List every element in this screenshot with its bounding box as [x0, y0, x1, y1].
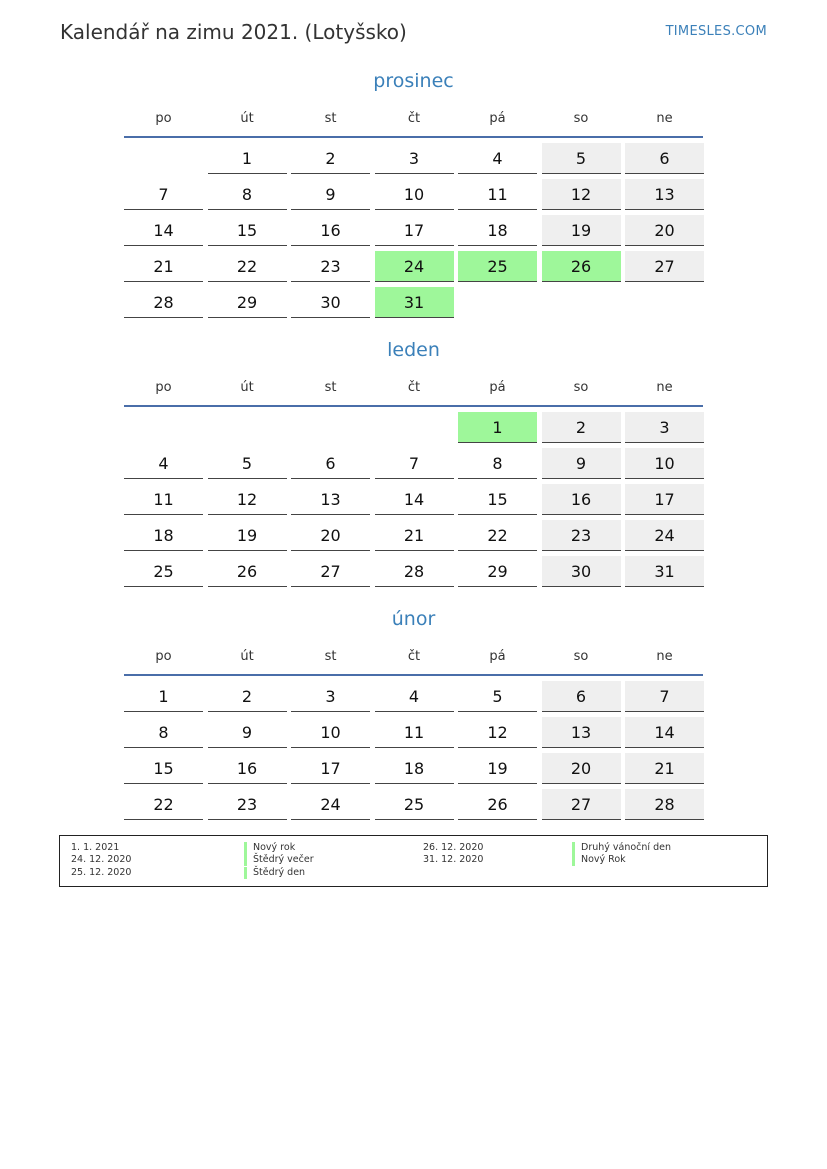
holiday-legend: [59, 835, 768, 887]
legend-date: 24. 12. 2020: [71, 854, 132, 865]
day-cell[interactable]: 24: [291, 789, 370, 820]
day-cell[interactable]: 17: [625, 484, 704, 515]
day-cell[interactable]: 23: [542, 520, 621, 551]
day-cell[interactable]: 28: [375, 556, 454, 587]
day-cell[interactable]: 28: [625, 789, 704, 820]
month-name: leden: [387, 339, 440, 361]
weekday-label: pá: [489, 111, 506, 126]
day-cell[interactable]: 11: [458, 179, 537, 210]
day-cell[interactable]: 30: [291, 287, 370, 318]
day-cell[interactable]: 5: [208, 448, 287, 479]
weekday-label: po: [155, 380, 172, 395]
day-cell[interactable]: 12: [208, 484, 287, 515]
legend-date: 1. 1. 2021: [71, 842, 120, 853]
day-cell[interactable]: 3: [291, 681, 370, 712]
day-cell[interactable]: 11: [124, 484, 203, 515]
day-cell[interactable]: 26: [458, 789, 537, 820]
day-cell[interactable]: 31: [375, 287, 454, 318]
day-cell[interactable]: 13: [625, 179, 704, 210]
day-cell[interactable]: 27: [291, 556, 370, 587]
day-cell[interactable]: 24: [625, 520, 704, 551]
page-title: Kalendář na zimu 2021. (Lotyšsko): [60, 20, 407, 44]
weekday-header: [124, 649, 703, 669]
day-cell[interactable]: 6: [625, 143, 704, 174]
day-cell[interactable]: 15: [458, 484, 537, 515]
day-cell[interactable]: 5: [458, 681, 537, 712]
weekday-label: po: [155, 111, 172, 126]
day-cell[interactable]: 6: [291, 448, 370, 479]
day-cell[interactable]: 23: [291, 251, 370, 282]
day-cell[interactable]: 26: [208, 556, 287, 587]
month-name: prosinec: [373, 70, 454, 92]
day-cell[interactable]: 18: [375, 753, 454, 784]
day-cell[interactable]: 24: [375, 251, 454, 282]
day-cell[interactable]: 4: [124, 448, 203, 479]
legend-holiday-name: Nový rok: [244, 842, 295, 854]
legend-date: 25. 12. 2020: [71, 867, 132, 878]
day-cell[interactable]: 15: [124, 753, 203, 784]
weekday-label: pá: [489, 380, 506, 395]
header-rule: [124, 136, 703, 138]
day-cell[interactable]: 31: [625, 556, 704, 587]
weekday-label: čt: [407, 380, 421, 395]
day-cell[interactable]: 1: [208, 143, 287, 174]
header-rule: [124, 674, 703, 676]
weekday-label: ne: [656, 111, 673, 126]
day-cell[interactable]: 14: [625, 717, 704, 748]
day-cell[interactable]: 13: [291, 484, 370, 515]
day-cell[interactable]: 9: [542, 448, 621, 479]
weekday-label: ne: [656, 380, 673, 395]
weekday-label: po: [155, 649, 172, 664]
day-cell[interactable]: 8: [208, 179, 287, 210]
day-cell[interactable]: 14: [375, 484, 454, 515]
day-cell[interactable]: 4: [458, 143, 537, 174]
weekday-label: út: [240, 380, 254, 395]
day-cell[interactable]: 2: [291, 143, 370, 174]
day-cell[interactable]: 7: [625, 681, 704, 712]
day-cell[interactable]: 9: [291, 179, 370, 210]
weekday-header: [124, 111, 703, 131]
day-cell[interactable]: 10: [291, 717, 370, 748]
day-cell[interactable]: 1: [124, 681, 203, 712]
day-cell[interactable]: 15: [208, 215, 287, 246]
day-cell[interactable]: 29: [458, 556, 537, 587]
day-cell[interactable]: 21: [375, 520, 454, 551]
weekday-label: čt: [407, 111, 421, 126]
weekday-label: pá: [489, 649, 506, 664]
weekday-label: út: [240, 649, 254, 664]
day-cell[interactable]: 4: [375, 681, 454, 712]
day-cell[interactable]: 18: [124, 520, 203, 551]
day-cell[interactable]: 23: [208, 789, 287, 820]
weekday-label: so: [573, 649, 589, 664]
day-cell[interactable]: 21: [124, 251, 203, 282]
weekday-label: út: [240, 111, 254, 126]
day-cell[interactable]: 7: [124, 179, 203, 210]
day-cell[interactable]: 27: [625, 251, 704, 282]
weekday-label: so: [573, 380, 589, 395]
day-cell[interactable]: 6: [542, 681, 621, 712]
day-cell[interactable]: 17: [291, 753, 370, 784]
day-cell[interactable]: 29: [208, 287, 287, 318]
day-cell[interactable]: 1: [458, 412, 537, 443]
day-cell[interactable]: 26: [542, 251, 621, 282]
day-cell[interactable]: 3: [375, 143, 454, 174]
day-cell[interactable]: 21: [625, 753, 704, 784]
day-cell[interactable]: 14: [124, 215, 203, 246]
day-cell[interactable]: 8: [458, 448, 537, 479]
day-cell[interactable]: 12: [458, 717, 537, 748]
day-cell[interactable]: 7: [375, 448, 454, 479]
day-cell[interactable]: 20: [542, 753, 621, 784]
day-cell[interactable]: 17: [375, 215, 454, 246]
legend-holiday-name: Štědrý den: [244, 867, 305, 879]
legend-date: 26. 12. 2020: [423, 842, 484, 853]
day-cell[interactable]: 25: [124, 556, 203, 587]
day-cell[interactable]: 20: [291, 520, 370, 551]
day-cell[interactable]: 10: [625, 448, 704, 479]
day-cell[interactable]: 25: [375, 789, 454, 820]
day-cell[interactable]: 19: [542, 215, 621, 246]
day-cell[interactable]: 16: [542, 484, 621, 515]
day-cell[interactable]: 16: [208, 753, 287, 784]
day-cell[interactable]: 16: [291, 215, 370, 246]
day-cell[interactable]: 18: [458, 215, 537, 246]
day-cell[interactable]: 10: [375, 179, 454, 210]
day-cell[interactable]: 27: [542, 789, 621, 820]
day-cell[interactable]: 19: [458, 753, 537, 784]
day-cell[interactable]: 9: [208, 717, 287, 748]
weekday-label: st: [324, 111, 337, 126]
weekday-label: st: [324, 649, 337, 664]
month-name: únor: [391, 608, 436, 630]
day-cell[interactable]: 22: [208, 251, 287, 282]
legend-holiday-name: Druhý vánoční den: [572, 842, 671, 854]
day-cell[interactable]: 3: [625, 412, 704, 443]
header-rule: [124, 405, 703, 407]
legend-holiday-name: Nový Rok: [572, 854, 626, 866]
weekday-label: so: [573, 111, 589, 126]
day-cell[interactable]: 8: [124, 717, 203, 748]
day-cell[interactable]: 22: [458, 520, 537, 551]
day-cell[interactable]: 5: [542, 143, 621, 174]
day-cell[interactable]: 2: [542, 412, 621, 443]
day-cell[interactable]: 13: [542, 717, 621, 748]
day-cell[interactable]: 30: [542, 556, 621, 587]
brand-link[interactable]: TIMESLES.COM: [665, 24, 767, 39]
day-cell[interactable]: 25: [458, 251, 537, 282]
day-cell[interactable]: 28: [124, 287, 203, 318]
day-cell[interactable]: 2: [208, 681, 287, 712]
day-cell[interactable]: 20: [625, 215, 704, 246]
day-cell[interactable]: 22: [124, 789, 203, 820]
day-cell[interactable]: 12: [542, 179, 621, 210]
day-cell[interactable]: 19: [208, 520, 287, 551]
day-cell[interactable]: 11: [375, 717, 454, 748]
legend-holiday-name: Štědrý večer: [244, 854, 314, 866]
weekday-label: čt: [407, 649, 421, 664]
weekday-header: [124, 380, 703, 400]
legend-date: 31. 12. 2020: [423, 854, 484, 865]
weekday-label: ne: [656, 649, 673, 664]
weekday-label: st: [324, 380, 337, 395]
